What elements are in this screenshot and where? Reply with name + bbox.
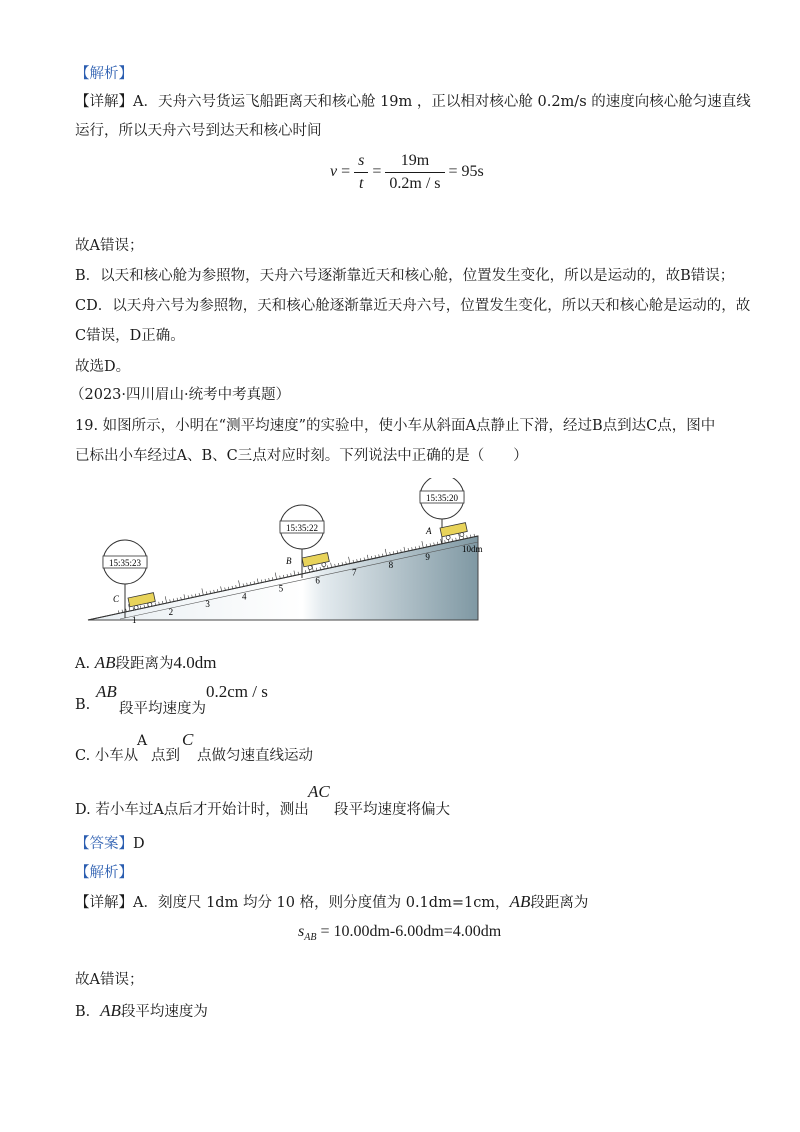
option-d-math: AC (308, 782, 330, 801)
a-wrong-1: 故A错误； (75, 238, 144, 254)
option-a-text: 段距离为 (115, 656, 174, 672)
ruler-tick (118, 610, 119, 613)
ruler-tick (385, 549, 386, 556)
choose-line: 故选D。 (75, 359, 131, 375)
detail-b-prefix: B． (75, 1004, 101, 1020)
eq-frac2-den: 0.2m / s (389, 175, 441, 192)
ruler-tick (422, 541, 423, 548)
eq2-rhs: = 10.00dm-6.00dm=4.00dm (320, 923, 502, 940)
detail-b-math: AB (100, 1001, 121, 1020)
ruler-tick (239, 580, 240, 587)
ruler-label: 6 (315, 575, 320, 586)
ruler-label: 1 (132, 615, 137, 625)
option-c-prefix: C. 小车从 (75, 748, 139, 764)
question-line-1: 19. 如图所示，小明在“测平均速度”的实验中，使小车从斜面A点静止下滑，经过B点到达C点，图中 (75, 418, 716, 434)
option-a (75, 652, 216, 673)
cart-a (440, 523, 468, 541)
ruler-label: 8 (388, 559, 394, 570)
ruler-label: 9 (425, 551, 430, 562)
eq2-lhs: s (298, 923, 305, 940)
ruler-label: 4 (242, 591, 247, 602)
ruler-label: 7 (352, 567, 357, 578)
eq-frac1 (354, 150, 368, 195)
ruler-tick (202, 588, 203, 595)
option-a-math: AB (94, 653, 116, 672)
ruler-tick (165, 596, 166, 603)
detail-b-line (75, 1001, 208, 1022)
option-b-value: 0.2cm / s (206, 682, 268, 701)
ruler-tick (349, 557, 350, 564)
ruler-label: 10dm (462, 544, 483, 554)
ruler-tick (257, 579, 258, 584)
eq-frac2-num: 19m (385, 150, 444, 173)
question-source: （2023·四川眉山·统考中考真题） (70, 387, 291, 403)
answer-line (75, 834, 145, 854)
ruler-tick (331, 563, 332, 568)
ruler-tick (294, 571, 295, 576)
detail-line-1: 【详解】A．天舟六号货运飞船距离天和核心舱 19m ，正以相对核心舱 0.2m/s 的速度向核心舱匀速直线 (75, 94, 751, 110)
clock-c-time: 15:35:23 (108, 558, 142, 568)
option-d-prefix: D. 若小车过A点后才开始计时，测出 (75, 802, 309, 818)
ruler-label: 3 (205, 599, 210, 610)
clock-a-time: 15:35:20 (425, 493, 459, 503)
option-c-text: 点做匀速直线运动 (197, 748, 313, 764)
b-line: B．以天和核心舱为参照物，天舟六号逐渐靠近天和核心舱，位置发生变化，所以是运动的，故B错误； (75, 268, 735, 284)
detail-a-prefix: 【详解】A．刻度尺 1dm 均分 10 格，则分度值为 0.1dm=1cm， (75, 895, 510, 911)
option-b-text: 段平均速度为 (119, 701, 206, 717)
ruler-tick (221, 586, 222, 591)
option-b-math: AB (96, 682, 117, 701)
clock-b-time: 15:35:22 (285, 523, 319, 533)
option-d-text: 段平均速度将偏大 (334, 802, 450, 818)
option-a-prefix: A. (75, 656, 91, 672)
ruler-label: 2 (168, 607, 174, 618)
eq-result: = 95s (448, 163, 484, 181)
cart-b (302, 553, 330, 571)
cd-line-1: CD．以天舟六号为参照物，天和核心舱逐渐靠近天舟六号，位置发生变化，所以天和核心舱是运动的，故 (75, 298, 751, 314)
label-a: A (426, 526, 432, 536)
analysis-tag-2: 【解析】 (75, 865, 133, 881)
answer-value: D (133, 836, 145, 852)
ruler-label: 5 (278, 583, 284, 594)
question-line-2: 已标出小车经过A、B、C三点对应时刻。下列说法中正确的是（ ） (75, 448, 528, 464)
cd-line-2: C错误，D正确。 (75, 328, 185, 344)
option-c-math1: A (137, 733, 148, 749)
eq-frac2 (385, 150, 444, 195)
label-c: C (113, 594, 120, 604)
option-c-math2: C (182, 730, 194, 749)
distance-equation (298, 923, 501, 943)
eq2-sub: AB (304, 932, 317, 944)
detail-b-text: 段平均速度为 (120, 1004, 208, 1020)
eq-frac1-num: s (354, 150, 368, 173)
option-b-prefix: B. (75, 697, 91, 713)
detail-a-math: AB (509, 892, 531, 911)
option-c-mid: 点到 (151, 748, 180, 764)
detail-line-2: 运行，所以天舟六号到达天和核心时间 (75, 123, 322, 139)
option-a-value: 4.0dm (173, 653, 217, 672)
detail-a-suffix: 段距离为 (530, 895, 589, 911)
eq-lhs: v (330, 163, 338, 181)
eq-frac1-den: t (359, 175, 364, 192)
velocity-equation: v = $\frac{s}{t}$ = $\frac{19m}{0.2m / s}$ = 95s (330, 150, 484, 195)
ruler-tick (275, 573, 276, 580)
ruler-tick (367, 555, 368, 560)
ruler-tick (184, 594, 185, 599)
detail-a-line (75, 892, 588, 913)
ruler-tick (404, 547, 405, 552)
a-wrong-2: 故A错误； (75, 972, 144, 988)
answer-tag: 【答案】 (75, 836, 133, 852)
incline-figure (80, 478, 500, 628)
analysis-tag-1: 【解析】 (75, 66, 133, 82)
label-b: B (286, 556, 292, 566)
